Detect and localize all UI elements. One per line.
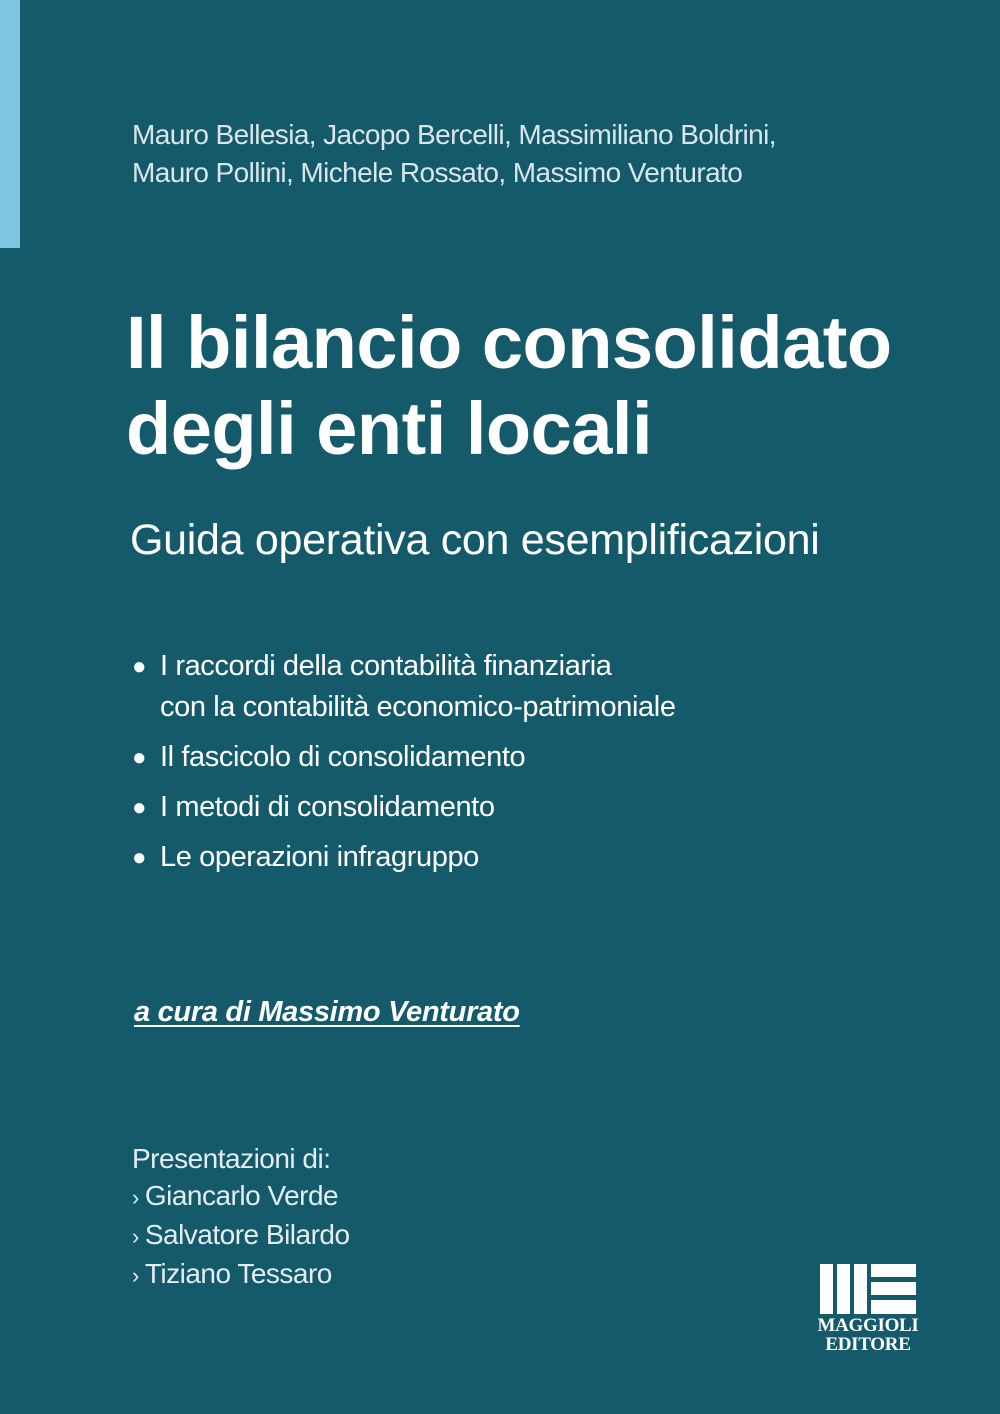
presenter-item bbox=[132, 1216, 350, 1255]
topic-item bbox=[132, 837, 676, 878]
publisher-logo-icon bbox=[816, 1262, 920, 1316]
chevron-right-icon: › bbox=[132, 1224, 139, 1249]
accent-bar bbox=[0, 0, 20, 248]
topic-item bbox=[132, 646, 676, 728]
topic-text: Il fascicolo di consolidamento bbox=[160, 741, 526, 773]
presenter-item bbox=[132, 1177, 350, 1216]
bullet-icon: ● bbox=[132, 744, 147, 771]
bullet-icon: ● bbox=[132, 844, 147, 871]
bullet-icon: ● bbox=[132, 653, 147, 680]
chevron-right-icon: › bbox=[132, 1263, 139, 1288]
curator: a cura di Massimo Venturato bbox=[134, 996, 520, 1028]
publisher-line: EDITORE bbox=[825, 1334, 911, 1355]
chevron-right-icon: › bbox=[132, 1185, 139, 1210]
presenter-name: Salvatore Bilardo bbox=[144, 1219, 350, 1250]
title-line: Il bilancio consolidato bbox=[126, 301, 892, 384]
topic-item bbox=[132, 737, 676, 778]
publisher-line: MAGGIOLI bbox=[817, 1315, 919, 1336]
topics-list bbox=[132, 646, 676, 887]
publisher-logo bbox=[816, 1262, 920, 1354]
publisher-name bbox=[816, 1316, 920, 1354]
presenter-name: Giancarlo Verde bbox=[144, 1180, 339, 1211]
authors-line: Mauro Bellesia, Jacopo Bercelli, Massimiliano Boldrini, bbox=[132, 119, 776, 150]
presenter-item bbox=[132, 1255, 350, 1294]
authors-line: Mauro Pollini, Michele Rossato, Massimo Venturato bbox=[132, 157, 743, 188]
topic-item bbox=[132, 787, 676, 828]
bullet-icon: ● bbox=[132, 794, 147, 821]
presentations-heading: Presentazioni di: bbox=[132, 1143, 331, 1174]
topic-text: I raccordi della contabilità finanziaria bbox=[160, 650, 612, 682]
presentations bbox=[132, 1140, 350, 1294]
book-title bbox=[126, 300, 986, 472]
authors bbox=[132, 116, 776, 192]
title-line: degli enti locali bbox=[126, 387, 653, 470]
subtitle: Guida operativa con esemplificazioni bbox=[130, 516, 820, 564]
presenter-name: Tiziano Tessaro bbox=[144, 1258, 332, 1289]
topic-text: con la contabilità economico-patrimoniale bbox=[160, 691, 676, 723]
topic-text: Le operazioni infragruppo bbox=[160, 841, 479, 873]
topic-text: I metodi di consolidamento bbox=[160, 791, 495, 823]
